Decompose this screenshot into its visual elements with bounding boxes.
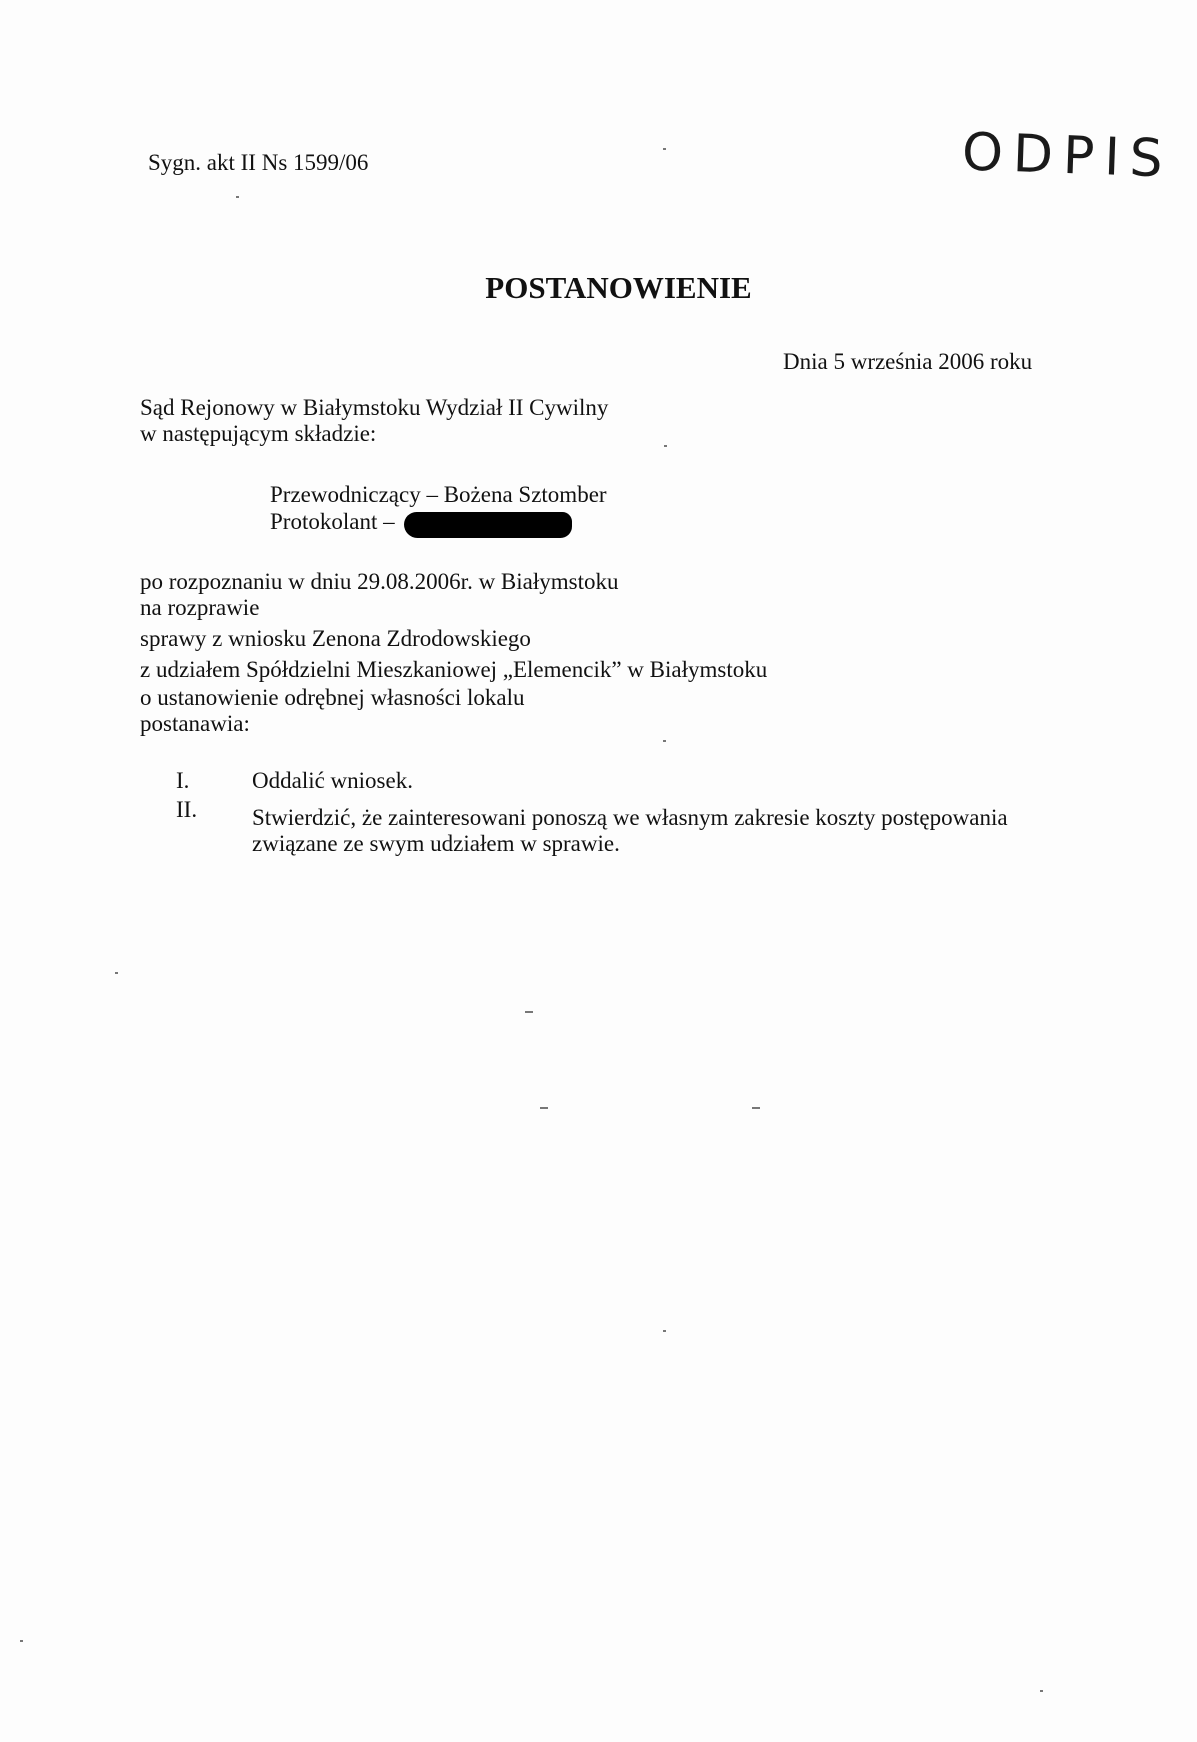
item-text: Stwierdzić, że zainteresowani ponoszą we własnym zakresie koszty postępowania — [252, 805, 1008, 830]
scan-speck — [20, 1640, 23, 1642]
scan-speck — [663, 740, 666, 742]
case-line: z udziałem Spółdzielni Mieszkaniowej „Elemencik” w Białymstoku — [140, 657, 768, 682]
panel-clerk: Protokolant – — [270, 509, 395, 534]
item-number: I. — [176, 768, 190, 793]
scan-speck — [752, 1107, 760, 1109]
scan-speck — [115, 972, 118, 974]
redaction-mark — [404, 512, 572, 538]
scan-speck — [236, 196, 239, 198]
scan-speck — [664, 445, 667, 447]
document-date: Dnia 5 września 2006 roku — [783, 349, 1033, 374]
item-number: II. — [176, 797, 198, 822]
scan-speck — [663, 148, 666, 150]
document-title: POSTANOWIENIE — [485, 270, 752, 305]
scan-speck — [540, 1107, 548, 1109]
case-line: sprawy z wniosku Zenona Zdrodowskiego — [140, 626, 531, 651]
court-composition-label: w następującym składzie: — [140, 421, 377, 446]
item-text: Oddalić wniosek. — [252, 768, 413, 793]
case-signature: Sygn. akt II Ns 1599/06 — [148, 150, 369, 175]
panel-chair: Przewodniczący – Bożena Sztomber — [270, 482, 607, 507]
scan-speck — [525, 1011, 533, 1013]
item-text: związane ze swym udziałem w sprawie. — [252, 831, 620, 856]
scan-speck — [1040, 1690, 1043, 1692]
case-line: o ustanowienie odrębnej własności lokalu — [140, 685, 525, 710]
scan-speck — [663, 1330, 666, 1332]
court-name: Sąd Rejonowy w Białymstoku Wydział II Cywilny — [140, 395, 609, 420]
copy-stamp: ODPIS — [961, 122, 1174, 190]
case-line: po rozpoznaniu w dniu 29.08.2006r. w Białymstoku — [140, 569, 619, 594]
case-line: na rozprawie — [140, 595, 260, 620]
case-line: postanawia: — [140, 711, 250, 736]
